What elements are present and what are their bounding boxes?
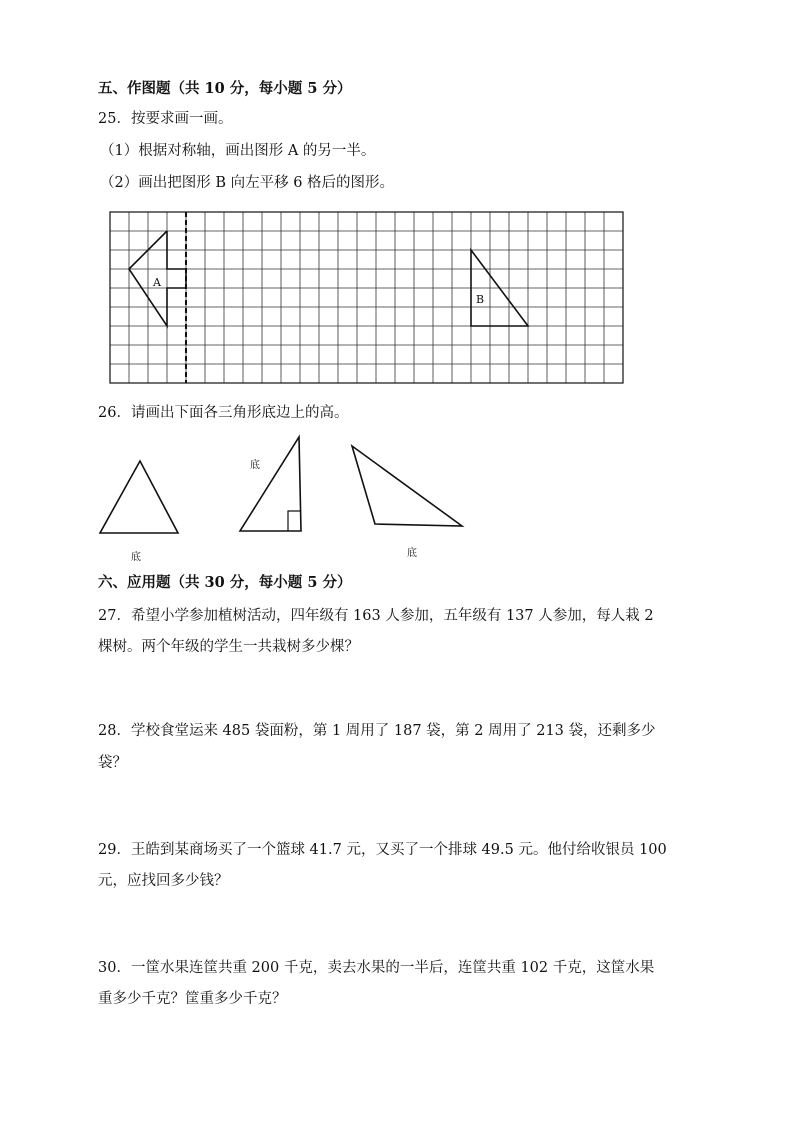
q25-part1: （1）根据对称轴，画出图形 A 的另一半。	[100, 143, 376, 159]
shape-b-label: B	[476, 293, 485, 306]
q25-part2: （2）画出把图形 B 向左平移 6 格后的图形。	[100, 175, 395, 191]
right-angle-mark	[288, 511, 301, 531]
triangle-3	[352, 446, 462, 526]
section5-heading: 五、作图题（共 10 分，每小题 5 分）	[98, 80, 352, 97]
triangle-2-base-label: 底	[250, 460, 260, 471]
q30-line1: 30．一筐水果连筐共重 200 千克，卖去水果的一半后，连筐共重 102 千克，这筐水果	[98, 960, 655, 976]
q30-line2: 重多少千克？筐重多少千克？	[98, 991, 287, 1007]
q27-line1: 27．希望小学参加植树活动，四年级有 163 人参加，五年级有 137 人参加，每人栽 2	[98, 608, 654, 624]
q25-stem: 25．按要求画一画。	[98, 111, 233, 127]
section6-heading: 六、应用题（共 30 分，每小题 5 分）	[98, 574, 352, 591]
triangle-1	[100, 461, 178, 533]
shape-a-label: A	[153, 276, 161, 289]
q26-stem: 26．请画出下面各三角形底边上的高。	[98, 405, 349, 421]
triangle-1-base-label: 底	[131, 552, 141, 563]
triangle-3-base-label: 底	[407, 548, 417, 559]
q28-line2: 袋？	[98, 755, 127, 771]
triangle-2	[240, 437, 301, 531]
q29-line1: 29．王皓到某商场买了一个篮球 41.7 元，又买了一个排球 49.5 元。他付给收银员 100	[98, 842, 667, 858]
q27-line2: 棵树。两个年级的学生一共栽树多少棵？	[98, 639, 359, 655]
q28-line1: 28．学校食堂运来 485 袋面粉，第 1 周用了 187 袋，第 2 周用了 213 袋，还剩多少	[98, 723, 656, 739]
q29-line2: 元，应找回多少钱？	[98, 873, 229, 889]
